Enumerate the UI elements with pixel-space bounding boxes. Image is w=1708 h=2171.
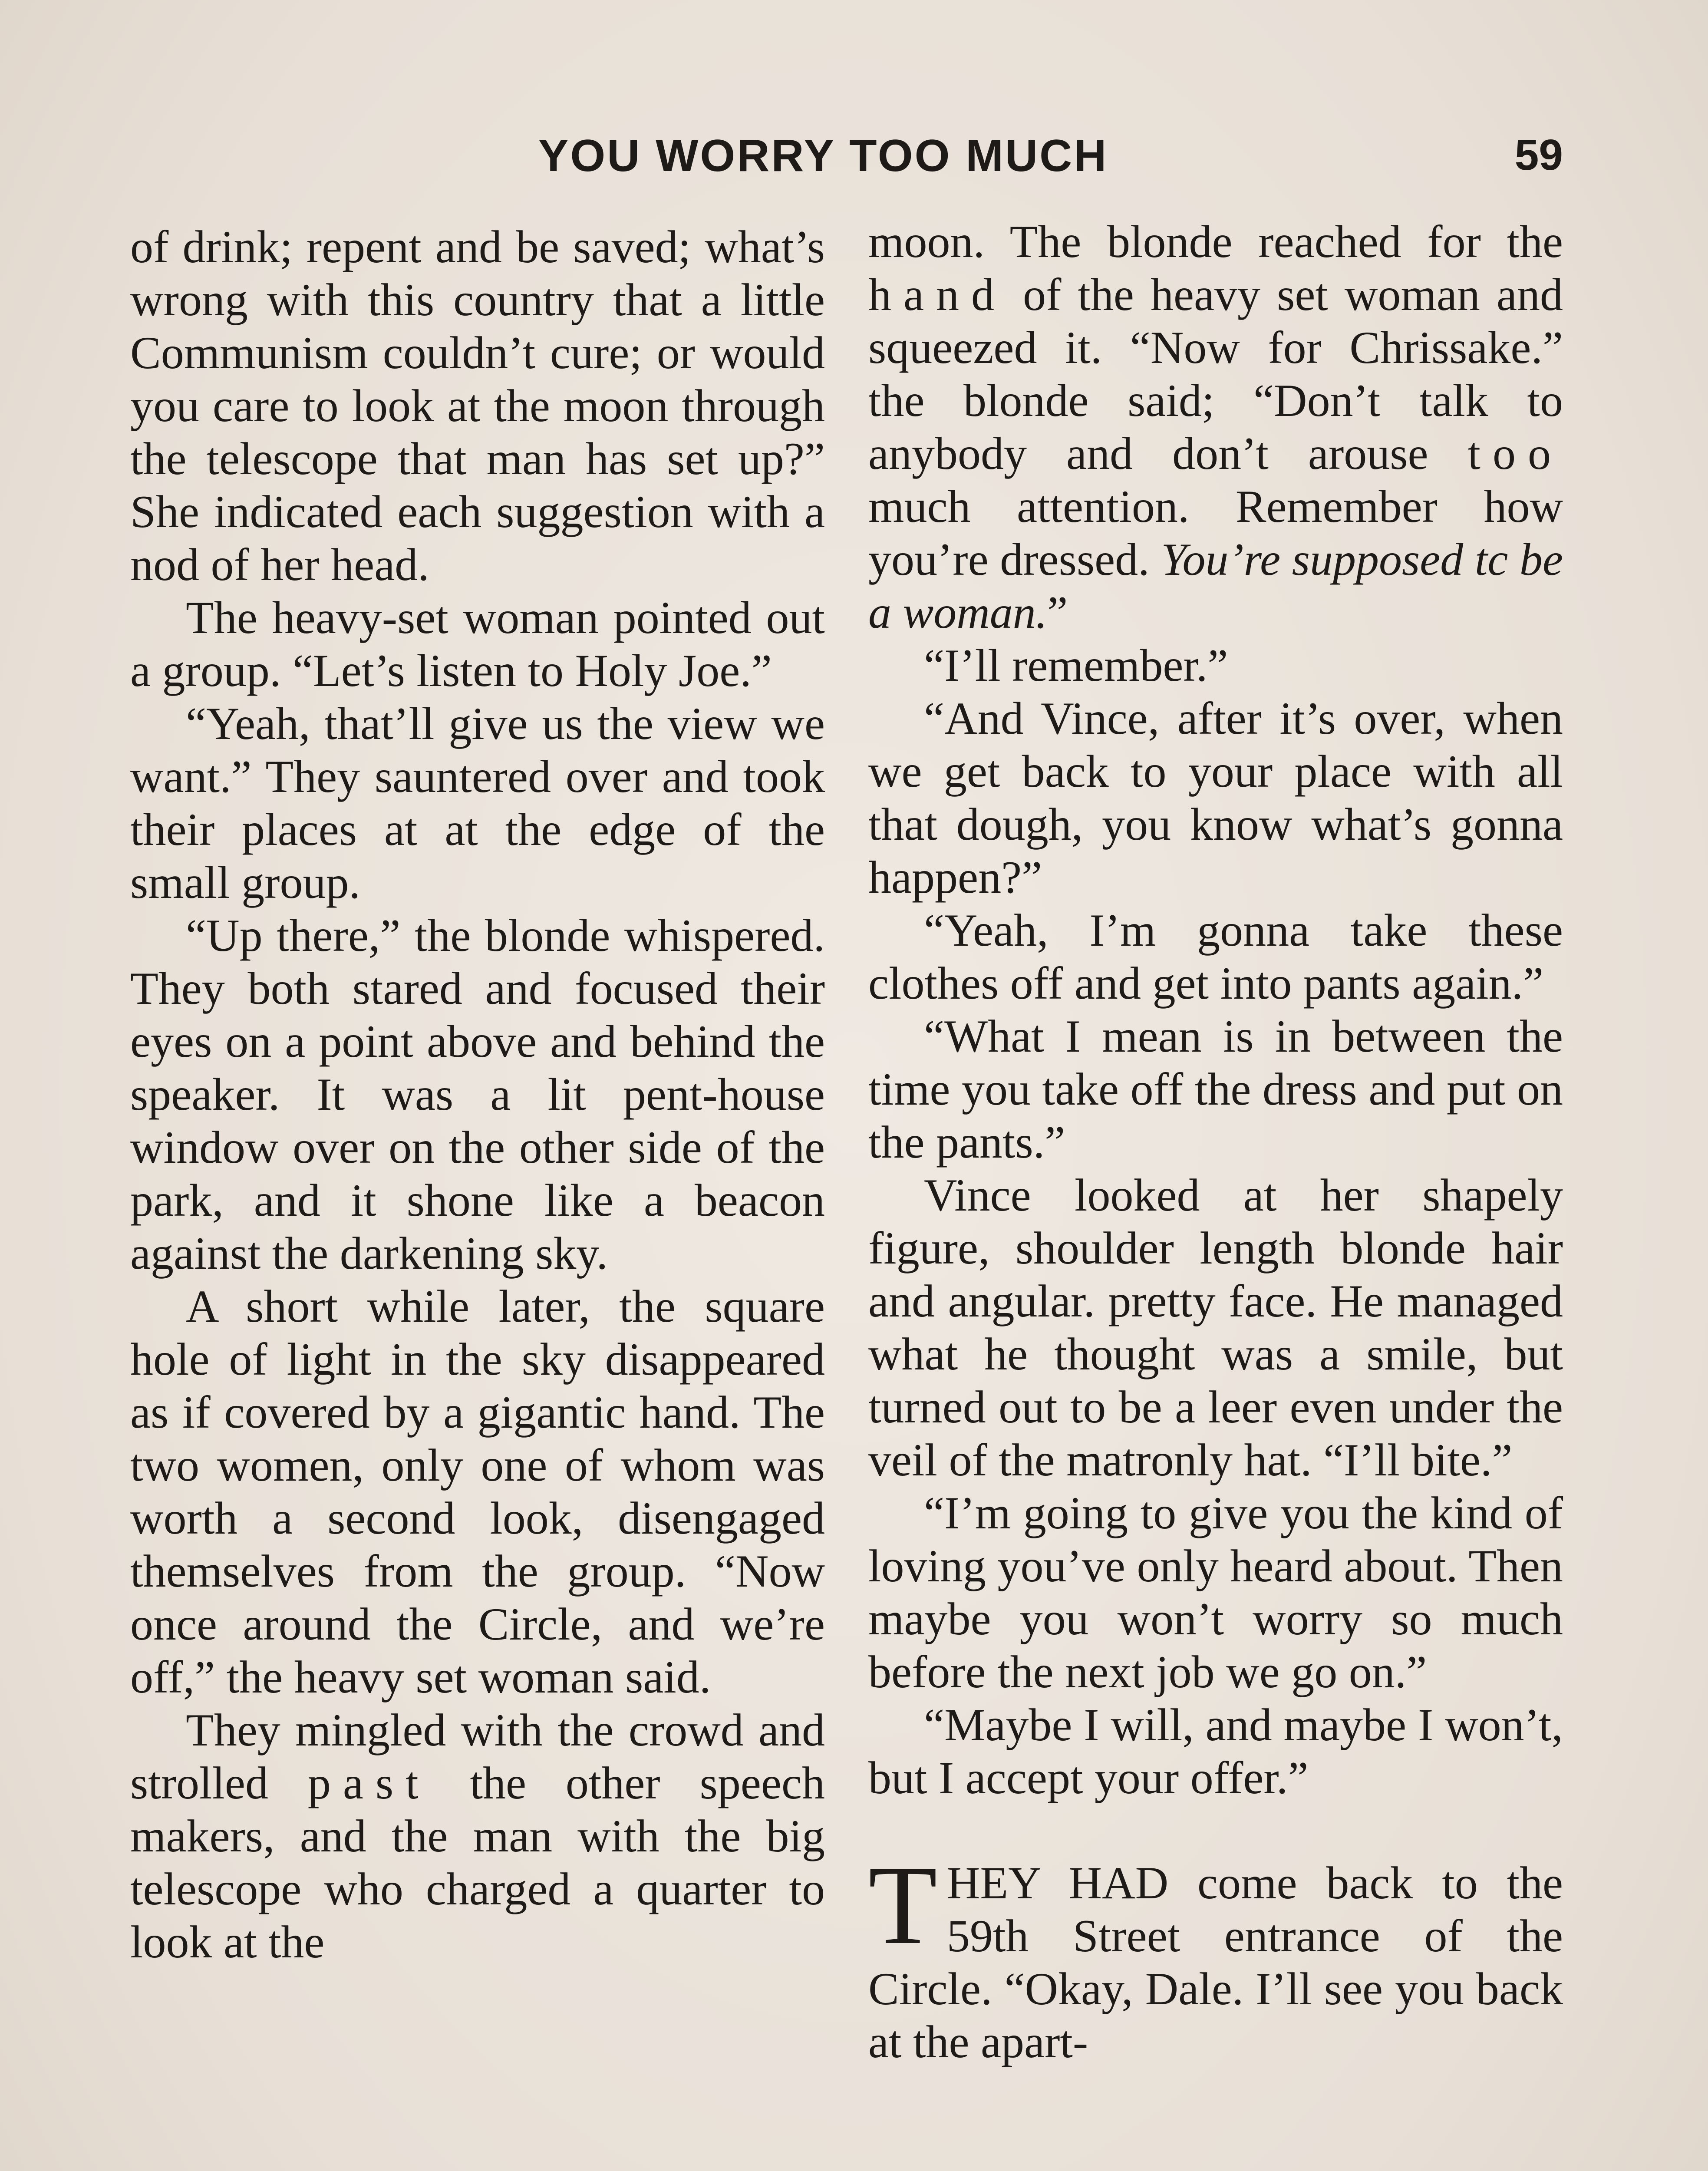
left-paragraph-2: The heavy-set woman pointed out a group. “Let’s listen to Holy Joe.” — [130, 592, 825, 696]
right-paragraph-1-text-b: of the heavy set woman and squeezed it. “Now for Chrissake.” the blonde said; “Don’t talk to anybody and don’t arouse — [868, 269, 1563, 479]
left-paragraph-4: “Up there,” the blonde whispered. They both stared and focused their eyes on a point above and behind the speaker. It was a lit pent-house window over on the other side of the park, and it shone like a beacon against the darkening sky. — [130, 910, 825, 1279]
right-paragraph-6: Vince looked at her shapely figure, shoulder length blonde hair and angular. pretty face. He managed what he thought was a smile, but turned out to be a leer even under the veil of the matronly hat. “I’ll bite.” — [868, 1170, 1563, 1485]
right-paragraph-9 — [868, 1843, 1563, 2069]
right-paragraph-8: “Maybe I will, and maybe I won’t, but I accept your offer.” — [868, 1699, 1563, 1803]
running-title: YOU WORRY TOO MUCH — [538, 131, 1108, 181]
right-paragraph-4: “Yeah, I’m gonna take these clothes off and get into pants again.” — [868, 905, 1563, 1009]
right-paragraph-5: “What I mean is in between the time you take off the dress and put on the pants.” — [868, 1011, 1563, 1168]
left-paragraph-6-text-a: They mingled with the crowd and strolled — [130, 1705, 825, 1808]
right-paragraph-1-italic: You’re supposed tc be a woman. — [868, 534, 1563, 638]
right-paragraph-1-spaced-word: hand — [868, 269, 1007, 320]
left-paragraph-3: “Yeah, that’ll give us the view we want.” They sauntered over and took their places at at the edge of the small group. — [130, 698, 825, 908]
left-column — [130, 221, 825, 1969]
right-paragraph-1-spaced-word-2: too — [1467, 428, 1563, 479]
left-paragraph-6 — [130, 1704, 825, 1969]
right-paragraph-9-text: HEY HAD come back to the 59th Street entrance of the Circle. “Okay, Dale. I’ll see you back at the apart- — [868, 1858, 1563, 2067]
right-paragraph-3: “And Vince, after it’s over, when we get back to your place with all that dough, you know what’s gonna happen?” — [868, 693, 1563, 903]
right-paragraph-2: “I’ll remember.” — [924, 640, 1228, 691]
left-paragraph-6-spaced-word: past — [307, 1758, 431, 1808]
left-paragraph-1: of drink; repent and be saved; what’s wrong with this country that a little Communism couldn’t cure; or would you care to look at the moon through the telescope that man has set up?” She indicated each suggestion with a nod of her head. — [130, 221, 825, 590]
left-paragraph-5: A short while later, the square hole of light in the sky disappeared as if covered by a gigantic hand. The two women, only one of whom was worth a second look, disengaged themselves from the group. “Now once around the Circle, and we’re off,” the heavy set woman said. — [130, 1281, 825, 1702]
right-paragraph-1-text-c: much attention. Remember how you’re dressed. — [868, 481, 1563, 585]
left-paragraph-6-text-b: the other speech makers, and the man with the big telescope who charged a quarter to look at the — [130, 1758, 825, 1967]
page-number: 59 — [1514, 131, 1563, 179]
page-header — [130, 130, 1615, 191]
right-paragraph-1 — [868, 215, 1563, 639]
right-paragraph-1-text-a: moon. The blonde reached for the — [868, 216, 1563, 267]
right-paragraph-7: “I’m going to give you the kind of loving you’ve only heard about. Then maybe you won’t worry so much before the next job we go on.” — [868, 1488, 1563, 1697]
right-paragraph-1-text-d: ” — [1047, 587, 1068, 638]
right-column — [868, 215, 1563, 2069]
drop-cap: T — [868, 1843, 937, 1968]
